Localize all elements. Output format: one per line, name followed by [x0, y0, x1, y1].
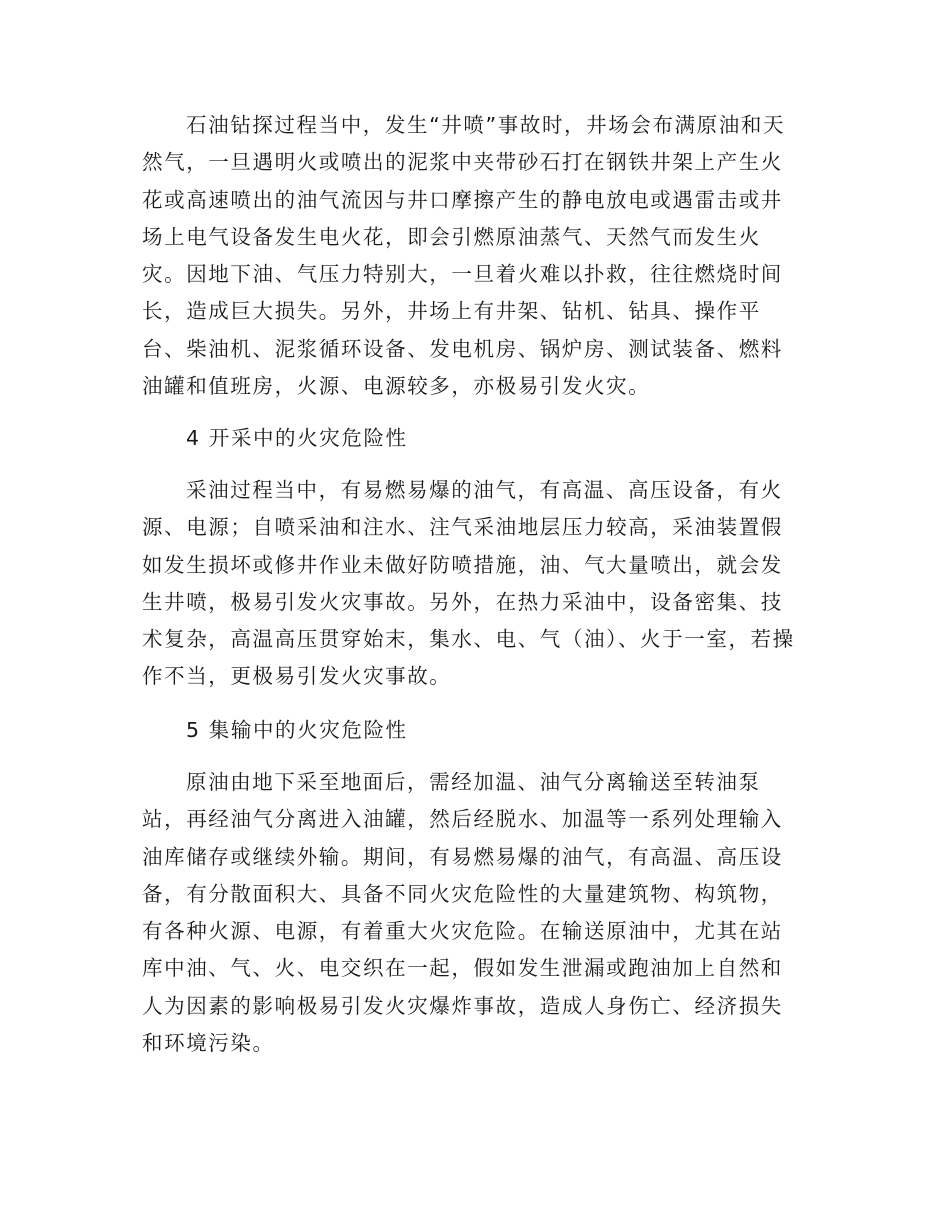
extraction-section-heading-block [142, 420, 802, 457]
paragraph-gathering-fire-risk: 原油由地下采至地面后，需经加温、油气分离输送至转油泵站，再经油气分离进入油罐，然后经脱水、加温等一系列处理输入油库储存或继续外输。期间，有易燃易爆的油气，有高温、高压设备，有分散面积大、具备不同火灾危险性的大量建筑物、构筑物，有各种火源、电源，有着重大火灾危险。在输送原油中，尤其在站库中油、气、火、电交织在一起，假如发生泄漏或跑油加上自然和人为因素的影响极易引发火灾爆炸事故，造成人身伤亡、经济损失和环境污染。 [142, 770, 783, 1056]
drilling-fire-risk-section [142, 107, 802, 405]
gathering-section-heading-block [142, 712, 802, 749]
paragraph-extraction-fire-risk: 采油过程当中，有易燃易爆的油气，有高温、高压设备，有火源、电源；自喷采油和注水、注气采油地层压力较高，采油装置假如发生损坏或修井作业未做好防喷措施，油、气大量喷出，就会发生井喷，极易引发火灾事故。另外，在热力采油中，设备密集、技术复杂，高温高压贯穿始末，集水、电、气（油）、火于一室，若操作不当，更极易引发火灾事故。 [142, 478, 795, 689]
extraction-fire-risk-section [142, 472, 802, 696]
paragraph-drilling-fire-risk: 石油钻探过程当中，发生“井喷”事故时，井场会布满原油和天然气，一旦遇明火或喷出的泥浆中夹带砂石打在钢铁井架上产生火花或高速喷出的油气流因与井口摩擦产生的静电放电或遇雷击或井场上电气设备发生电火花，即会引燃原油蒸气、天然气而发生火灾。因地下油、气压力特别大，一旦着火难以扑救，往往燃烧时间长，造成巨大损失。另外，井场上有井架、钻机、钻具、操作平台、柴油机、泥浆循环设备、发电机房、锅炉房、测试装备、燃料油罐和值班房，火源、电源较多，亦极易引发火灾。 [142, 113, 786, 399]
gathering-fire-risk-section [142, 764, 802, 1062]
heading-gathering-fire-risk: 5 集输中的火灾危险性 [186, 718, 408, 742]
heading-extraction-fire-risk: 4 开采中的火灾危险性 [186, 426, 408, 450]
